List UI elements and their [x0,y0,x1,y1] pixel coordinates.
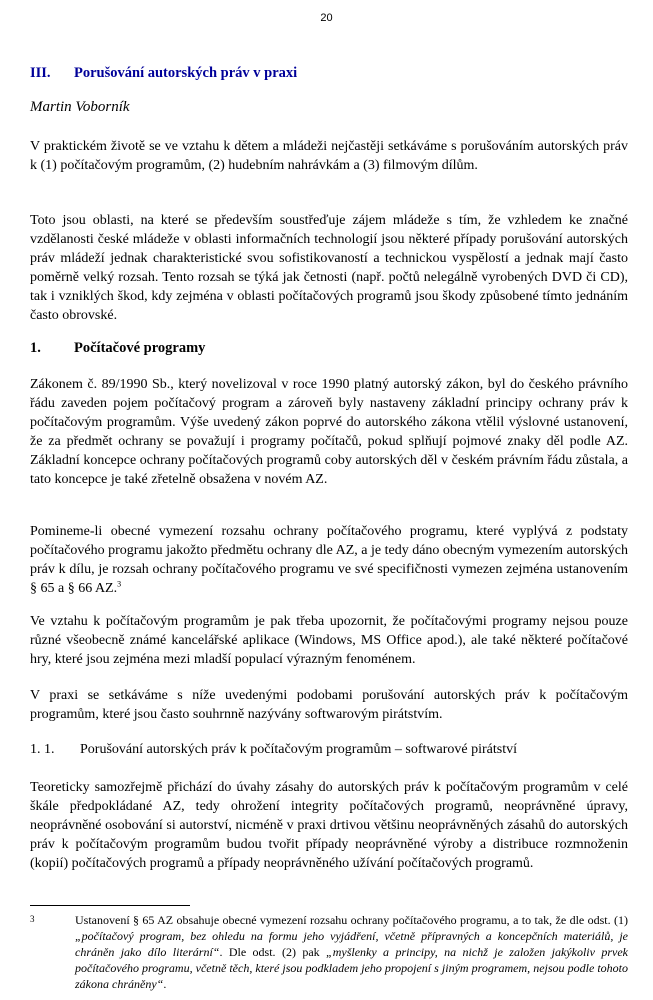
paragraph-programs: Ve vztahu k počítačovým programům je pak třeba upozornit, že počítačovými programy nejsou pouze různé všeobecně známé kancelářské aplikace (Windows, MS Office apod.), ale také některé počítačové hry, které jsou zejména mezi mladší populací výrazným fenoménem. [30,614,628,667]
footnote-text-part: Ustanovení § 65 AZ obsahuje obecné vymezení rozsahu ochrany počítačového programu, a to tak, že dle odst. (1) [75,913,628,927]
chapter-number: III. [30,65,51,81]
footnote-divider [30,905,190,906]
paragraph-theory: Teoreticky samozřejmě přichází do úvahy zásahy do autorských práv k počítačovým programům v celé škále předpokládané AZ, tedy ohrožení integrity počítačových programů, neoprávněné úpravy, neoprávněné osobování si autorství, nicméně v praxi drtivou většinu neoprávněných zásahů do autorských práv k počítačovým programům budou tvořit případy neoprávněné výroby a distribuce rozmnoženin (kopií) počítačových programů a případy neoprávněného užívání počítačových programů. [30,780,628,871]
section-number: 1. [30,340,41,356]
author-name: Martin Voborník [30,99,130,115]
subsection-title: Porušování autorských práv k počítačovým programům – softwarové pirátství [80,742,518,757]
chapter-heading [30,64,628,83]
paragraph-intro: V praktickém životě se ve vztahu k dětem a mládeži nejčastěji setkáváme s porušováním autorských práv k (1) počítačovým programům, (2) hudebním nahrávkám a (3) filmovým dílům. [30,139,628,173]
paragraph-scope [30,522,628,598]
footnote-text-part: . Dle odst. (2) pak [219,945,327,959]
section-title: Počítačové programy [74,340,206,356]
footnote-reference: 3 [117,579,122,589]
footnote-mark: 3 [30,914,35,924]
paragraph-areas: Toto jsou oblasti, na které se především soustřeďuje zájem mládeže s tím, že vzhledem ke značné vzdělanosti české mládeže v oblasti informačních technologií jsou některé případy porušování autorských práv mládeží jednak charakteristické svou sofistikovaností a technickou vyspělostí a jednak mají často poměrně velký rozsah. Tento rozsah se týká jak četnosti (např. počtů nelegálně vyrobených DVD či CD), tak i vzniklých škod, kdy zejména v oblasti počítačových programů jsou škody způsobené tímto jednáním často obrovské. [30,213,628,323]
footnote-text-part: . [163,977,167,991]
paragraph-law: Zákonem č. 89/1990 Sb., který novelizoval v roce 1990 platný autorský zákon, byl do českého právního řádu zaveden pojem počítačový program a zároveň byly nastaveny základní principy ochrany práv k počítačovým programům. Výše uvedený zákon poprvé do autorského zákona vtělil výslovné ustanovení, že za předmět ochrany se považují i programy počítačů, pokud splňují pojmové znaky děl podle AZ. Základní koncepce ochrany počítačových programů coby autorských děl v českém právním řádu zůstala, a tato koncepce je také zřetelně obsažena v novém AZ. [30,377,628,487]
footnote-text [75,912,628,992]
footnote-quote: „počítačový program, bez ohledu na formu jeho vyjádření, včetně přípravných a koncepčních materiálů, je chráněn jako dílo literární“ [75,929,628,959]
paragraph-piracy: V praxi se setkáváme s níže uvedenými podobami porušování autorských práv k počítačovým programům, které jsou často souhrnně nazývány softwarovým pirátstvím. [30,688,628,722]
paragraph-scope-text: Pomineme-li obecné vymezení rozsahu ochrany počítačového programu, které vyplývá z podstaty počítačového programu jakožto předmětu ochrany dle AZ, a je tedy dáno obecným vymezením autorských práv k dílu, je rozsah ochrany počítačového programu ve své specifičnosti vymezen zejména ustanovením § 65 a § 66 AZ. [30,524,628,596]
page-number: 20 [320,12,333,24]
subsection-heading [30,740,628,759]
footnote-quote: „myšlenky a principy, na nichž je založen jakýkoliv prvek počítačového programu, včetně těch, které jsou podkladem jeho propojení s jiným programem, nejsou podle tohoto zákona chráněny“ [75,945,628,991]
chapter-title: Porušování autorských práv v praxi [74,65,298,81]
subsection-number: 1. 1. [30,742,55,757]
section-heading [30,339,628,358]
